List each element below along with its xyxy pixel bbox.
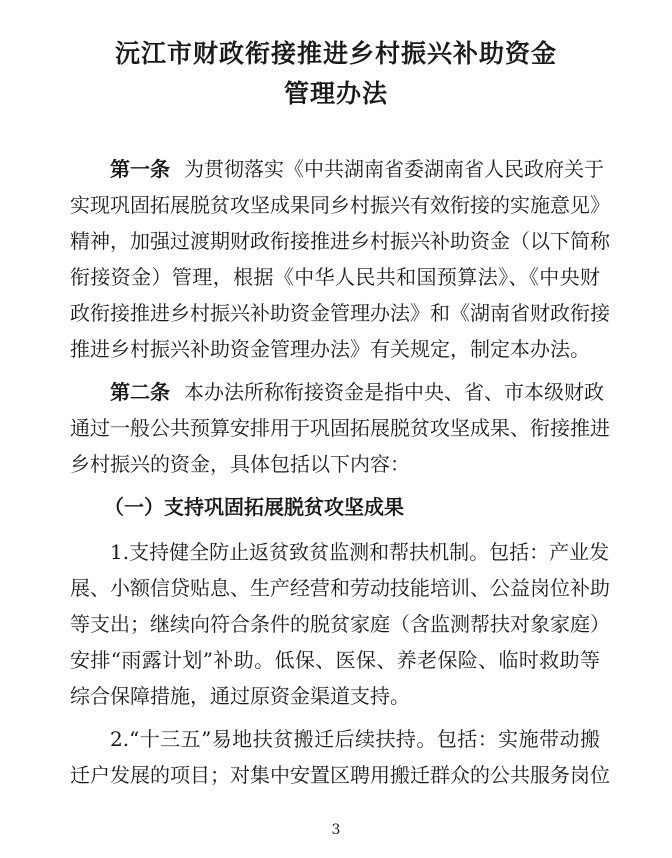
article1-line2: 实现巩固拓展脱贫攻坚成果同乡村振兴有效衔接的实施意见》 <box>70 193 610 217</box>
article2-line1: 第二条 本办法所称衔接资金是指中央、省、市本级财政 <box>110 380 604 404</box>
article1-line3: 精神，加强过渡期财政衔接推进乡村振兴补助资金（以下简称 <box>70 229 610 253</box>
page-number: 3 <box>331 822 341 838</box>
article2-label: 第二条 <box>110 380 170 404</box>
article1-line5: 政衔接推进乡村振兴补助资金管理办法》和《湖南省财政衔接 <box>70 301 610 325</box>
article1-line1: 第一条 为贯彻落实《中共湖南省委湖南省人民政府关于 <box>110 157 604 181</box>
item2-line1: 2.“十三五”易地扶贫搬迁后续扶持。包括：实施带动搬 <box>110 727 600 751</box>
item1-line1: 1.支持健全防止返贫致贫监测和帮扶机制。包括：产业发 <box>110 540 610 564</box>
article2-line3: 乡村振兴的资金，具体包括以下内容： <box>70 452 410 476</box>
article2-line2: 通过一般公共预算安排用于巩固拓展脱贫攻坚成果、衔接推进 <box>70 416 610 440</box>
item1-line2: 展、小额信贷贴息、生产经营和劳动技能培训、公益岗位补助 <box>70 576 610 600</box>
item2-line2: 迁户发展的项目；对集中安置区聘用搬迁群众的公共服务岗位 <box>70 763 610 787</box>
item1-line5: 综合保障措施，通过原资金渠道支持。 <box>70 684 410 708</box>
article1-line4: 衔接资金）管理，根据《中华人民共和国预算法》、《中央财 <box>70 265 600 289</box>
item1-line3: 等支出；继续向符合条件的脱贫家庭（含监测帮扶对象家庭） <box>70 612 610 636</box>
document-title-line2: 管理办法 <box>283 79 388 108</box>
section1-heading: （一）支持巩固拓展脱贫攻坚成果 <box>104 495 404 519</box>
item1-line4: 安排“雨露计划”补助。低保、医保、养老保险、临时救助等 <box>70 648 600 672</box>
document-title-line1: 沅江市财政衔接推进乡村振兴补助资金 <box>114 39 557 68</box>
article1-line6: 推进乡村振兴补助资金管理办法》有关规定，制定本办法。 <box>70 337 590 361</box>
article1-label: 第一条 <box>110 157 170 181</box>
